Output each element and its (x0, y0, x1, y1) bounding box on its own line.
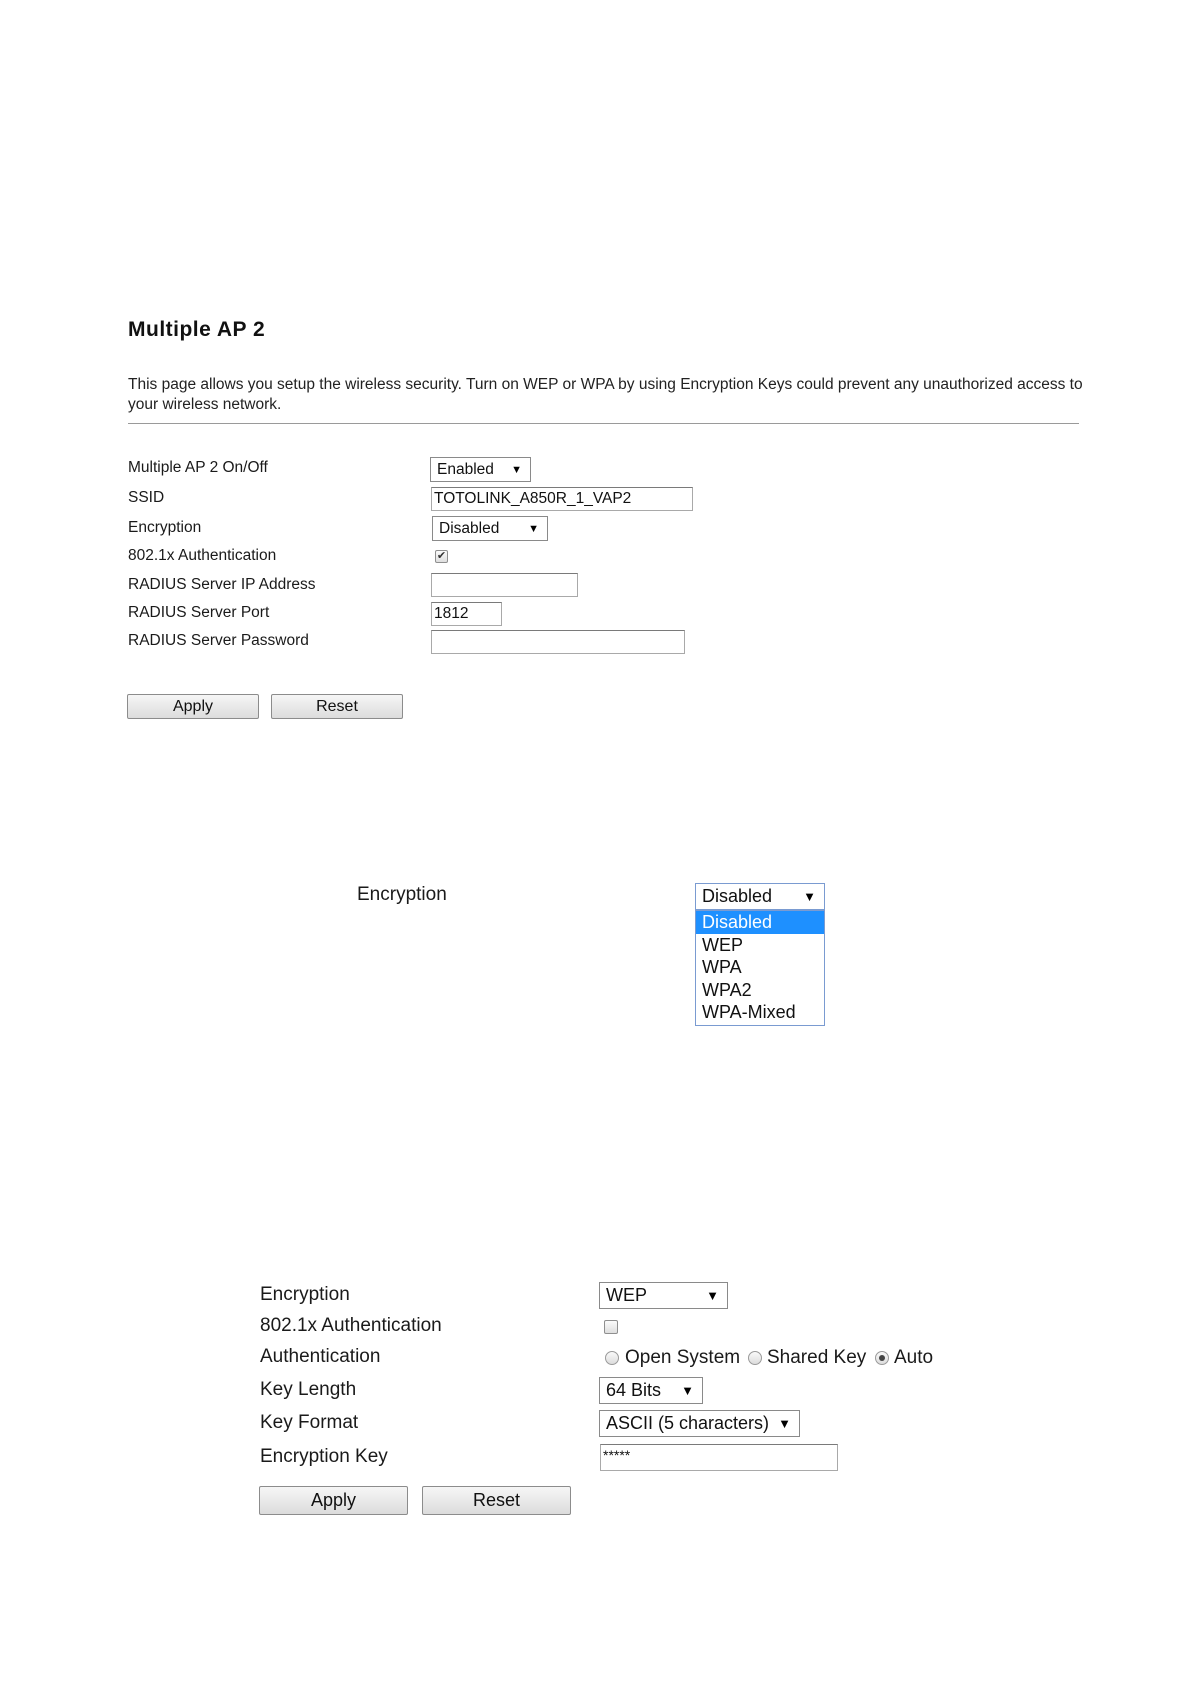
wep-reset-button[interactable]: Reset (422, 1486, 571, 1515)
page-description: This page allows you setup the wireless security. Turn on WEP or WPA by using Encryption Keys could prevent any unauthorized access to your wireless network. (128, 376, 1083, 413)
wep-auth8021x-label: 802.1x Authentication (260, 1315, 442, 1336)
authentication-label: Authentication (260, 1346, 381, 1367)
encryption-key-label: Encryption Key (260, 1446, 388, 1467)
onoff-label: Multiple AP 2 On/Off (128, 459, 268, 476)
encryption-key-input-value: ***** (603, 1447, 631, 1463)
checkmark-icon: ✔ (436, 550, 447, 562)
chevron-down-icon: ▼ (511, 463, 522, 476)
dropdown-option-wep[interactable]: WEP (702, 934, 744, 955)
apply-button[interactable]: Apply (127, 694, 259, 719)
onoff-select[interactable] (430, 457, 531, 482)
key-format-select[interactable] (599, 1410, 800, 1437)
radius-port-input-value: 1812 (434, 605, 469, 622)
key-format-label: Key Format (260, 1412, 359, 1433)
chevron-down-icon: ▼ (528, 522, 539, 535)
encryption-dropdown-select[interactable] (695, 883, 825, 910)
encryption-dropdown-value: Disabled (702, 886, 773, 906)
ssid-label: SSID (128, 489, 165, 506)
chevron-down-icon: ▼ (706, 1287, 719, 1303)
radius-ip-label: RADIUS Server IP Address (128, 576, 316, 593)
radius-password-input[interactable] (431, 630, 685, 654)
key-length-select-value: 64 Bits (606, 1380, 662, 1400)
onoff-select-value: Enabled (437, 460, 494, 478)
dropdown-option-wpa[interactable]: WPA (702, 957, 742, 978)
key-length-select[interactable] (599, 1377, 703, 1404)
auth8021x-checkbox[interactable] (435, 550, 448, 563)
auth-open-system-radio[interactable] (605, 1351, 619, 1365)
divider (128, 423, 1079, 424)
chevron-down-icon: ▼ (681, 1382, 694, 1398)
key-format-select-value: ASCII (5 characters) (606, 1413, 770, 1433)
chevron-down-icon: ▼ (803, 888, 816, 904)
encryption-label: Encryption (128, 519, 202, 536)
reset-button[interactable]: Reset (271, 694, 403, 719)
chevron-down-icon: ▼ (778, 1415, 791, 1431)
auth-open-system-label: Open System (625, 1347, 741, 1368)
wep-encryption-select-value: WEP (606, 1285, 648, 1305)
ssid-input-value: TOTOLINK_A850R_1_VAP2 (434, 490, 632, 507)
auth-shared-key-label: Shared Key (767, 1347, 867, 1368)
key-length-label: Key Length (260, 1379, 357, 1400)
dropdown-option-disabled[interactable]: Disabled (696, 911, 824, 934)
radio-selected-dot (879, 1355, 885, 1361)
auth8021x-label: 802.1x Authentication (128, 547, 277, 564)
dropdown-option-wpa-mixed[interactable]: WPA-Mixed (702, 1002, 796, 1023)
encryption-dropdown-label: Encryption (357, 884, 447, 905)
auth-auto-label: Auto (894, 1347, 934, 1368)
auth-auto-radio[interactable] (875, 1351, 889, 1365)
wep-encryption-select[interactable] (599, 1282, 728, 1309)
radius-password-label: RADIUS Server Password (128, 632, 309, 649)
wep-auth8021x-checkbox[interactable] (604, 1320, 618, 1334)
radius-port-input[interactable] (431, 602, 502, 626)
page-title: Multiple AP 2 (128, 318, 266, 341)
encryption-key-input[interactable] (600, 1444, 838, 1471)
wep-apply-button[interactable]: Apply (259, 1486, 408, 1515)
encryption-dropdown-list (695, 910, 825, 1026)
radius-port-label: RADIUS Server Port (128, 604, 270, 621)
encryption-select-value: Disabled (439, 519, 500, 537)
ssid-input[interactable] (431, 487, 693, 511)
radius-ip-input[interactable] (431, 573, 578, 597)
wep-encryption-label: Encryption (260, 1284, 350, 1305)
encryption-select[interactable] (432, 516, 548, 541)
auth-shared-key-radio[interactable] (748, 1351, 762, 1365)
dropdown-option-wpa2[interactable]: WPA2 (702, 979, 752, 1000)
